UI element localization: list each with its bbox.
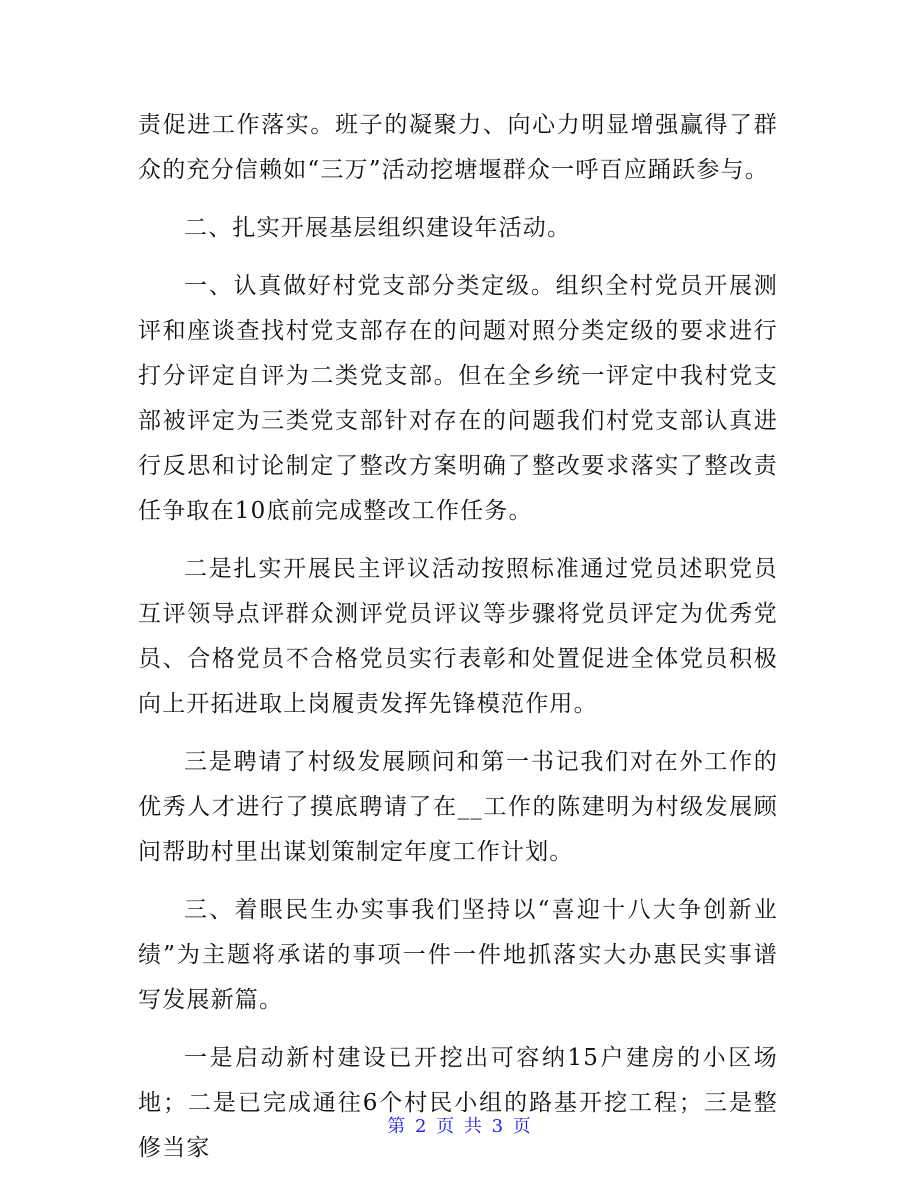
paragraph-7: 一是启动新村建设已开挖出可容纳15户建房的小区场地；二是已完成通往6个村民小组的路基开挖工程；三是整修当家 xyxy=(138,1045,778,1161)
paragraph-2-heading: 二、扎实开展基层组织建设年活动。 xyxy=(184,215,572,241)
paragraph-4: 二是扎实开展民主评议活动按照标准通过党员述职党员互评领导点评群众测评党员评议等步骤将党员评定为优秀党员、合格党员不合格党员实行表彰和处置促进全体党员积极向上开拓进取上岗履责发挥先锋模范作用。 xyxy=(138,556,778,717)
document-body xyxy=(138,103,778,1184)
paragraph-6-heading: 三、着眼民生办实事我们坚持以“喜迎十八大争创新业绩”为主题将承诺的事项一件一件地抓落实大办惠民实事谱写发展新篇。 xyxy=(138,897,778,1013)
paragraph-5: 三是聘请了村级发展顾问和第一书记我们对在外工作的优秀人才进行了摸底聘请了在__工作的陈建明为村级发展顾问帮助村里出谋划策制定年度工作计划。 xyxy=(138,749,778,865)
paragraph-1: 责促进工作落实。班子的凝聚力、向心力明显增强赢得了群众的充分信赖如“三万”活动挖塘堰群众一呼百应踊跃参与。 xyxy=(138,112,778,183)
paragraph-3: 一、认真做好村党支部分类定级。组织全村党员开展测评和座谈查找村党支部存在的问题对照分类定级的要求进行打分评定自评为二类党支部。但在全乡统一评定中我村党支部被评定为三类党支部针对存在的问题我们村党支部认真进行反思和讨论制定了整改方案明确了整改要求落实了整改责任争取在10底前完成整改工作任务。 xyxy=(138,273,778,524)
page-number-footer: 第 2 页 共 3 页 xyxy=(387,1116,533,1137)
